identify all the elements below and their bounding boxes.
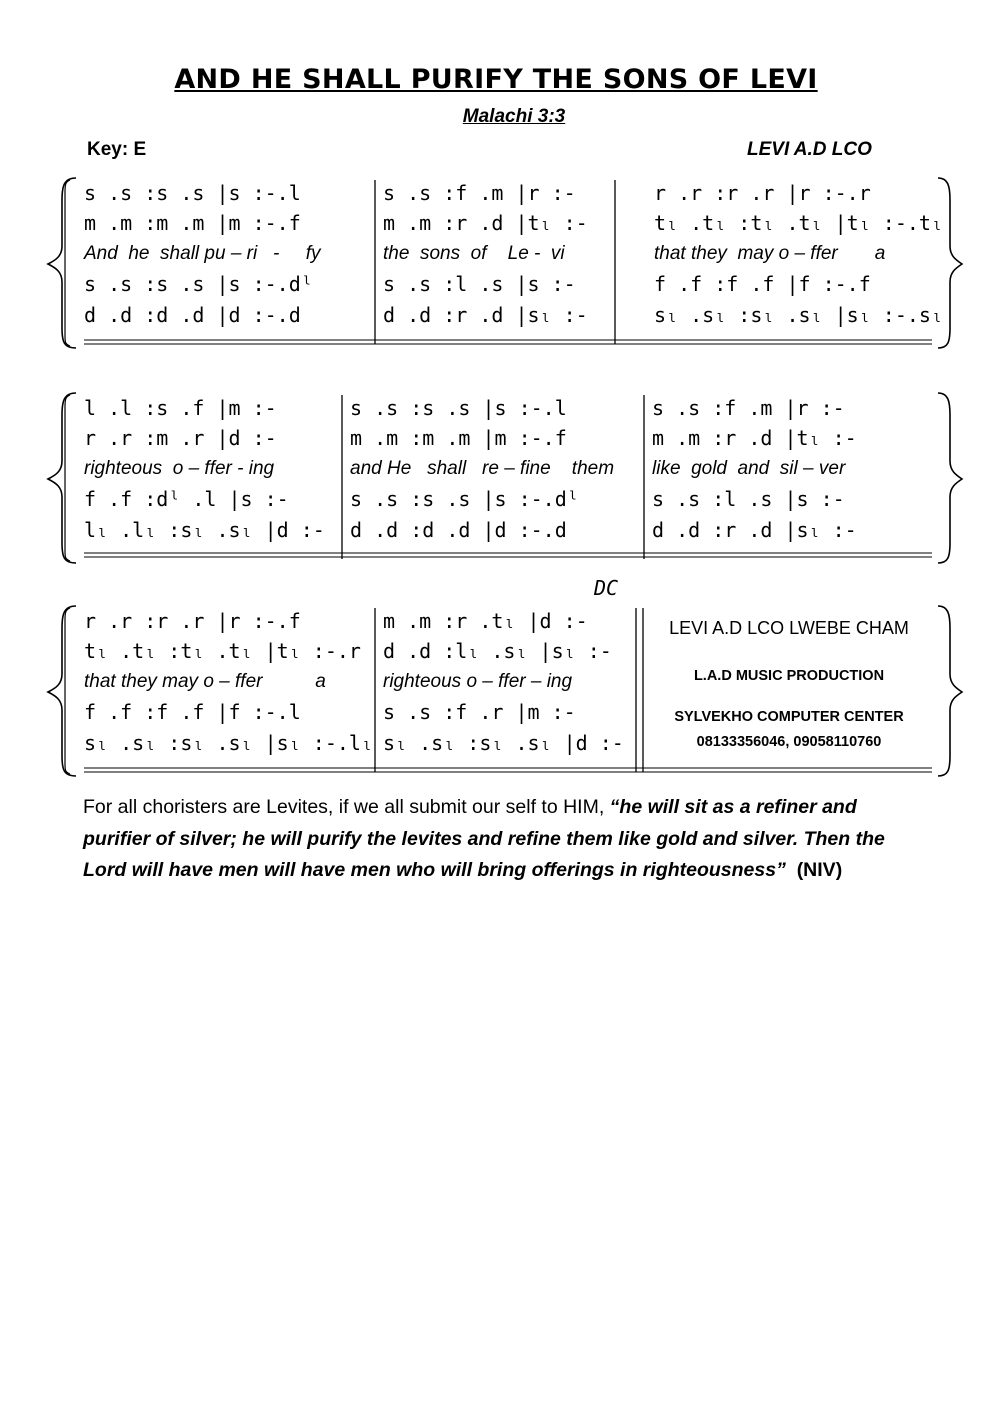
alto-part: m .m :m .m |m :-.f [350,426,567,450]
lyric-line: righteous o – ffer - ing [84,458,275,479]
composer-name: LEVI A.D LCO [747,139,872,160]
alto-part: m .m :r .d |tₗ :- [383,211,588,235]
alto-part: r .r :m .r |d :- [84,426,277,450]
inner-bracket [65,180,70,346]
left-brace [48,606,76,776]
credit-phone-numbers: 08133356046, 09058110760 [696,734,882,750]
credits-box [648,608,930,768]
inner-bracket [65,395,70,561]
credit-production: L.A.D MUSIC PRODUCTION [693,668,885,684]
bass-part: sₗ .sₗ :sₗ .sₗ |sₗ :-.sₗ [654,303,943,327]
inner-bracket [65,608,70,774]
lyric-line: righteous o – ffer – ing [383,671,573,692]
left-brace [48,393,76,563]
alto-part: d .d :lₗ .sₗ |sₗ :- [383,639,612,663]
key-signature: Key: E [87,139,147,160]
alto-part: m .m :m .m |m :-.f [84,211,301,235]
bass-part: d .d :r .d |sₗ :- [383,303,588,327]
tenor-part: s .s :l .s |s :- [383,272,576,296]
alto-part: m .m :r .d |tₗ :- [652,426,857,450]
footnote [83,792,928,887]
lyric-line: and He shall re – fine them [350,458,615,479]
tenor-part: s .s :s .s |s :-.dˡ [84,272,313,296]
bass-part: d .d :r .d |sₗ :- [652,518,857,542]
credit-typesetter: SYLVEKHO COMPUTER CENTER [674,709,904,725]
soprano-part: s .s :s .s |s :-.l [350,396,567,420]
bass-part: sₗ .sₗ :sₗ .sₗ |d :- [383,731,624,755]
tenor-part: s .s :s .s |s :-.dˡ [350,487,579,511]
bass-part: sₗ .sₗ :sₗ .sₗ |sₗ :-.lₗ [84,731,373,755]
soprano-part: r .r :r .r |r :-.f [84,609,301,633]
right-brace [938,606,962,776]
soprano-part: r .r :r .r |r :-.r [654,181,871,205]
soprano-part: l .l :s .f |m :- [84,396,277,420]
music-system-1 [40,178,970,350]
scripture-reference: Malachi 3:3 [462,106,566,127]
bible-version: (NIV) [796,859,843,881]
alto-part: tₗ .tₗ :tₗ .tₗ |tₗ :-.tₗ [654,211,943,235]
footnote-quote: “he will sit as a refiner and purifier of silver; he will purify the levites and refine them like gold and silver. Then the Lord will have men will have men who will bring offerings in righteousness” [83,796,885,881]
alto-part: tₗ .tₗ :tₗ .tₗ |tₗ :-.r [84,639,361,663]
bass-part: d .d :d .d |d :-.d [84,303,301,327]
tenor-part: f .f :f .f |f :-.f [654,272,871,296]
soprano-part: s .s :s .s |s :-.l [84,181,301,205]
da-capo-marker: DC [594,576,619,600]
lyric-line: And he shall pu – ri - fy [84,243,321,264]
soprano-part: m .m :r .tₗ |d :- [383,609,588,633]
tenor-part: s .s :f .r |m :- [383,700,576,724]
tenor-part: f .f :f .f |f :-.l [84,700,301,724]
soprano-part: s .s :f .m |r :- [652,396,845,420]
right-brace [938,393,962,563]
bass-part: d .d :d .d |d :-.d [350,518,567,542]
tenor-part: f .f :dˡ .l |s :- [84,487,289,511]
song-title: AND HE SHALL PURIFY THE SONS OF LEVI [174,64,818,95]
music-system-2 [40,393,970,565]
bass-part: lₗ .lₗ :sₗ .sₗ |d :- [84,518,325,542]
lyric-line: like gold and sil – ver [652,458,846,479]
tenor-part: s .s :l .s |s :- [652,487,845,511]
left-brace [48,178,76,348]
lyric-line: that they may o – ffer a [84,671,326,692]
footnote-intro: For all choristers are Levites, if we all submit our self to HIM, [83,796,610,818]
lyric-line: the sons of Le - vi [383,243,565,264]
credit-arranger: LEVI A.D LCO LWEBE CHAM [669,618,909,638]
lyric-line: that they may o – ffer a [654,243,886,264]
soprano-part: s .s :f .m |r :- [383,181,576,205]
